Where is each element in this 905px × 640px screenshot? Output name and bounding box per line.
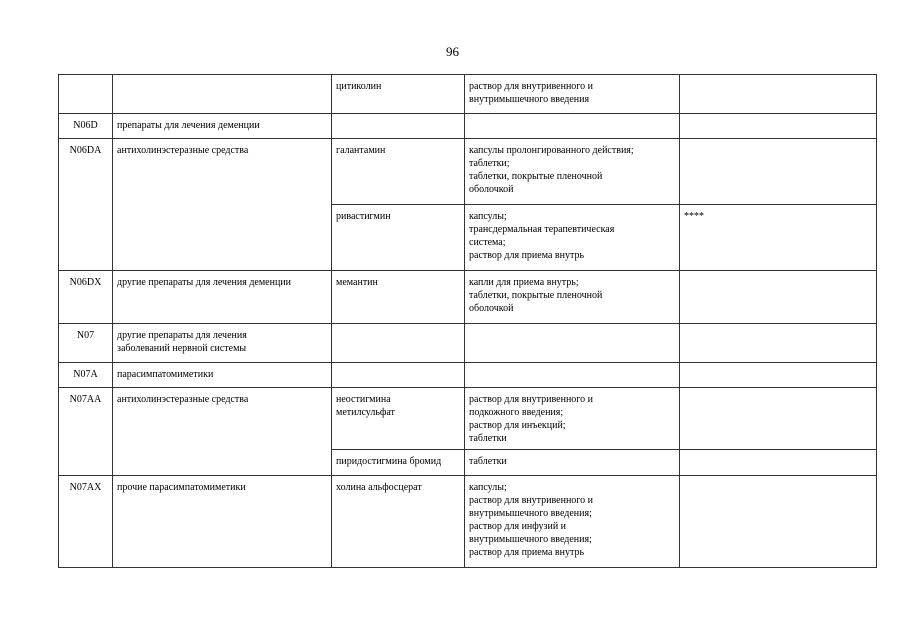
drug-name-cell — [332, 114, 465, 139]
dosage-form-line: капсулы; — [469, 211, 507, 222]
note-cell — [680, 139, 877, 205]
dosage-forms-cell — [465, 75, 680, 114]
drug-name-cell: галантамин — [332, 139, 465, 205]
dosage-form-line: раствор для приема внутрь — [469, 250, 585, 261]
group-name-cell: антихолинэстеразные средства — [113, 139, 332, 271]
atc-code-cell: N06DX — [59, 271, 113, 324]
drug-name-cell — [332, 363, 465, 388]
atc-code-cell: N07AX — [59, 476, 113, 568]
group-name-cell — [113, 324, 332, 363]
dosage-form-line: трансдермальная терапевтическая — [469, 224, 615, 235]
dosage-form-line: раствор для внутривенного и — [469, 394, 594, 405]
dosage-forms-cell — [465, 271, 680, 324]
dosage-form-line: раствор для внутривенного и — [469, 81, 594, 92]
drug-name-cell — [332, 388, 465, 450]
table-row — [59, 139, 877, 205]
dosage-form-line: таблетки — [469, 456, 507, 467]
group-name-cell: антихолинэстеразные средства — [113, 388, 332, 476]
dosage-form-line: раствор для инъекций; — [469, 420, 566, 431]
atc-code-cell: N07AA — [59, 388, 113, 476]
dosage-form-line: внутримышечного введения; — [469, 534, 592, 545]
dosage-forms-cell — [465, 139, 680, 205]
dosage-form-line: внутримышечного введения — [469, 94, 590, 105]
drug-name-cell: цитиколин — [332, 75, 465, 114]
note-cell — [680, 476, 877, 568]
drug-classification-table — [58, 74, 877, 568]
note-cell — [680, 114, 877, 139]
note-cell — [680, 363, 877, 388]
dosage-form-line: раствор для инфузий и — [469, 521, 567, 532]
dosage-form-line: подкожного введения; — [469, 407, 564, 418]
dosage-forms-cell — [465, 324, 680, 363]
atc-code-cell: N07A — [59, 363, 113, 388]
table-row — [59, 324, 877, 363]
dosage-form-line: капсулы пролонгированного действия; — [469, 145, 634, 156]
drug-name-cell: пиридостигмина бромид — [332, 450, 465, 476]
dosage-form-line: таблетки — [469, 433, 507, 444]
dosage-forms-cell — [465, 363, 680, 388]
page-number: 96 — [446, 44, 459, 59]
dosage-form-line: внутримышечного введения; — [469, 508, 592, 519]
note-cell — [680, 324, 877, 363]
table-row — [59, 114, 877, 139]
note-cell — [680, 75, 877, 114]
group-name-cell: препараты для лечения деменции — [113, 114, 332, 139]
group-name-cell: другие препараты для лечения деменции — [113, 271, 332, 324]
dosage-forms-cell — [465, 114, 680, 139]
dosage-forms-cell — [465, 476, 680, 568]
note-cell — [680, 450, 877, 476]
group-name-line: заболеваний нервной системы — [117, 343, 247, 354]
dosage-forms-cell — [465, 388, 680, 450]
table-row — [59, 75, 877, 114]
atc-code-cell: N06D — [59, 114, 113, 139]
atc-code-cell: N06DA — [59, 139, 113, 271]
drug-name-line: неостигмина — [336, 394, 391, 405]
drug-name-cell: мемантин — [332, 271, 465, 324]
group-name-cell: прочие парасимпатомиметики — [113, 476, 332, 568]
note-cell: **** — [680, 205, 877, 271]
table-row — [59, 363, 877, 388]
dosage-form-line: таблетки; — [469, 158, 510, 169]
note-cell — [680, 388, 877, 450]
dosage-form-line: таблетки, покрытые пленочной — [469, 171, 603, 182]
group-name-cell — [113, 75, 332, 114]
dosage-form-line: система; — [469, 237, 506, 248]
dosage-form-line: оболочкой — [469, 184, 514, 195]
table-row — [59, 271, 877, 324]
dosage-form-line: раствор для внутривенного и — [469, 495, 594, 506]
dosage-forms-cell — [465, 205, 680, 271]
note-cell — [680, 271, 877, 324]
drug-name-cell — [332, 324, 465, 363]
dosage-form-line: таблетки, покрытые пленочной — [469, 290, 603, 301]
dosage-forms-cell — [465, 450, 680, 476]
atc-code-cell: N07 — [59, 324, 113, 363]
dosage-form-line: оболочкой — [469, 303, 514, 314]
table-row — [59, 388, 877, 450]
group-name-cell: парасимпатомиметики — [113, 363, 332, 388]
atc-code-cell — [59, 75, 113, 114]
drug-name-cell: ривастигмин — [332, 205, 465, 271]
group-name-line: другие препараты для лечения — [117, 330, 247, 341]
dosage-form-line: капсулы; — [469, 482, 507, 493]
drug-name-line: метилсульфат — [336, 407, 395, 418]
table-row — [59, 476, 877, 568]
dosage-form-line: капли для приема внутрь; — [469, 277, 579, 288]
dosage-form-line: раствор для приема внутрь — [469, 547, 585, 558]
drug-name-cell: холина альфосцерат — [332, 476, 465, 568]
